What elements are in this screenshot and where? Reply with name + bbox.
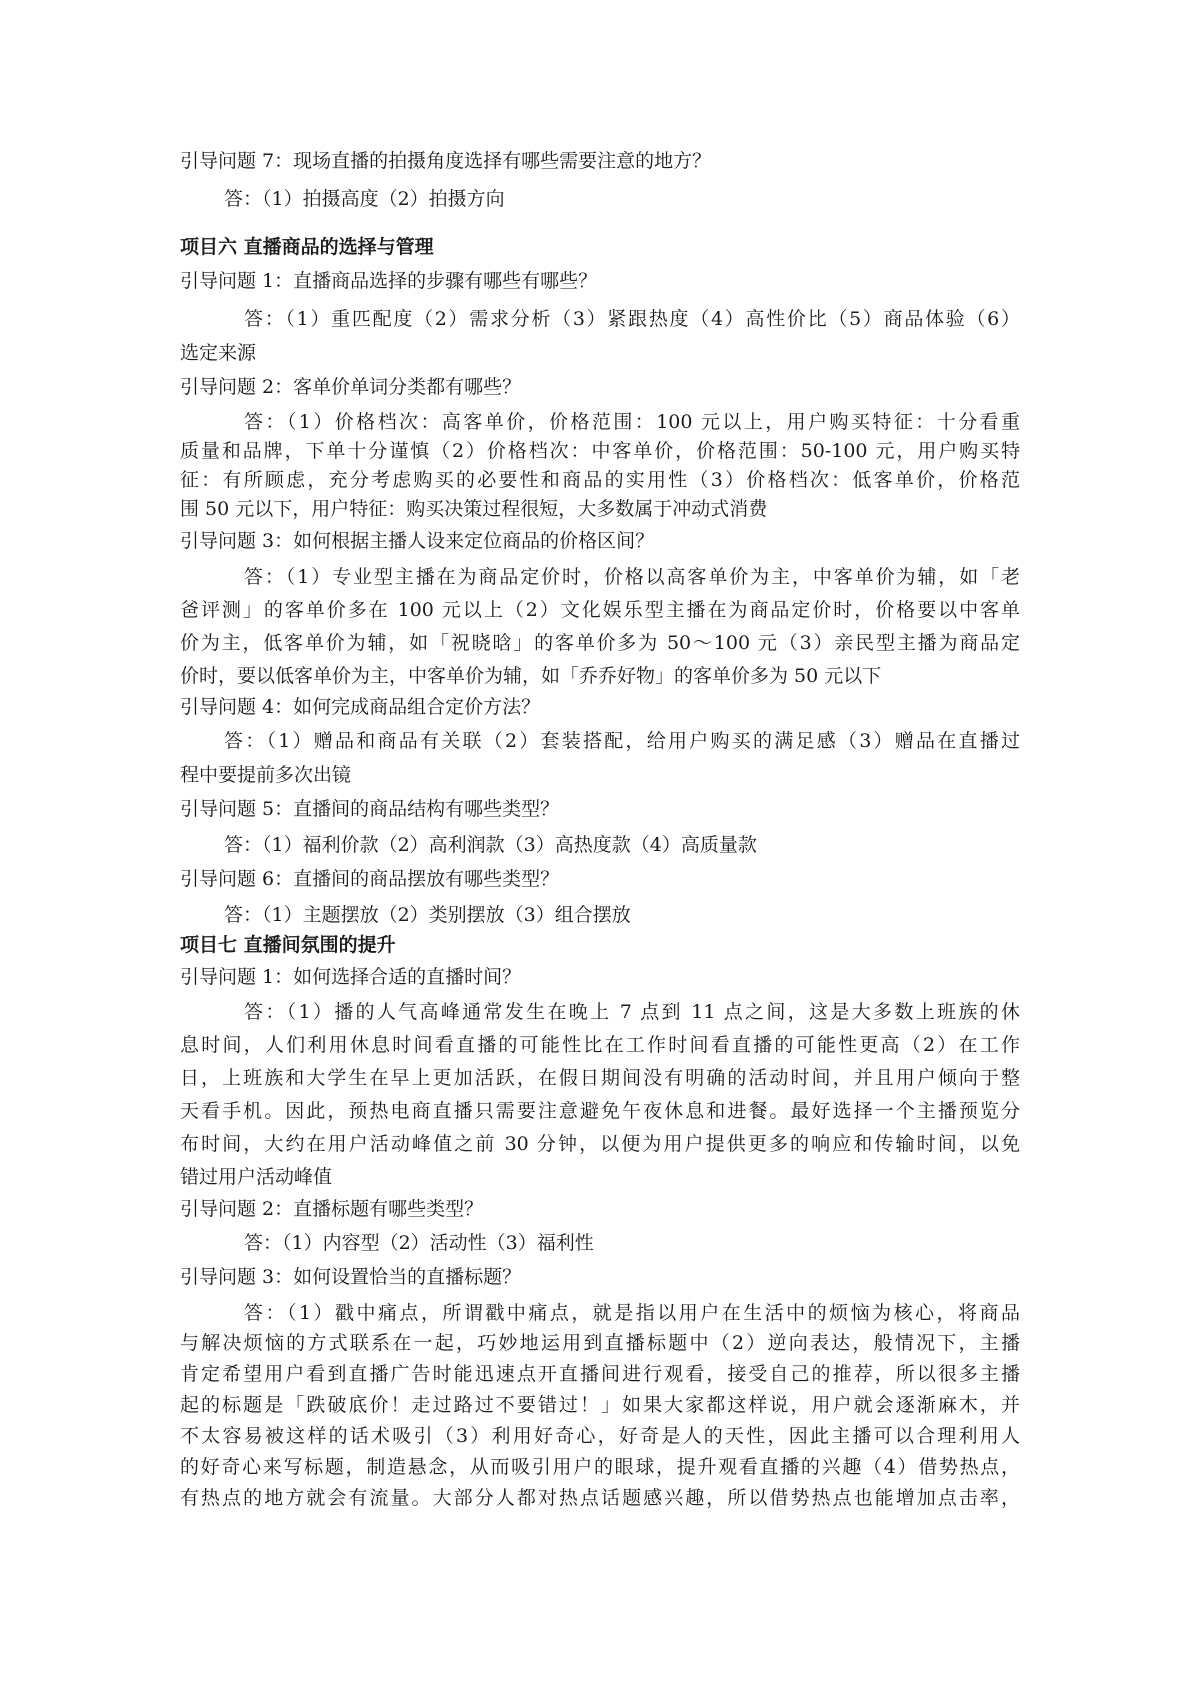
answer-7-1-line-4: 天看手机。因此，预热电商直播只需要注意避免午夜休息和进餐。最好选择一个主播预览分: [180, 1100, 1020, 1122]
question-7-2: 引导问题 2：直播标题有哪些类型？: [180, 1198, 484, 1220]
answer-7-3-line-5: 不太容易被这样的话术吸引（3）利用好奇心，好奇是人的天性，因此主播可以合理利用人: [180, 1425, 1020, 1447]
question-6-5: 引导问题 5：直播间的商品结构有哪些类型？: [180, 798, 560, 820]
question-7-3: 引导问题 3：如何设置恰当的直播标题？: [180, 1266, 522, 1288]
question-6-4: 引导问题 4：如何完成商品组合定价方法？: [180, 696, 541, 718]
answer-7-3-line-7: 有热点的地方就会有流量。大部分人都对热点话题感兴趣，所以借势热点也能增加点击率，: [180, 1487, 1020, 1509]
answer-7: 答：（1）拍摄高度（2）拍摄方向: [224, 188, 505, 210]
answer-7-1-line-1: 答：（1）播的人气高峰通常发生在晚上 7 点到 11 点之间，这是大多数上班族的休: [244, 1001, 1020, 1023]
document-page: [180, 0, 1020, 1684]
answer-6-2-line-3: 征：有所顾虑，充分考虑购买的必要性和商品的实用性（3）价格档次：低客单价，价格范: [180, 469, 1020, 491]
answer-6-4-line-2: 程中要提前多次出镜: [180, 764, 352, 786]
question-6-1: 引导问题 1：直播商品选择的步骤有哪些有哪些？: [180, 270, 598, 292]
answer-7-3-line-3: 肯定希望用户看到直播广告时能迅速点开直播间进行观看，接受自己的推荐，所以很多主播: [180, 1363, 1020, 1385]
answer-6-4-line-1: 答：（1）赠品和商品有关联（2）套装搭配，给用户购买的满足感（3）赠品在直播过: [224, 730, 1020, 752]
answer-7-1-line-5: 布时间，大约在用户活动峰值之前 30 分钟，以便为用户提供更多的响应和传输时间，以免: [180, 1133, 1020, 1155]
answer-6-2-line-2: 质量和品牌，下单十分谨慎（2）价格档次：中客单价，价格范围：50-100 元，用户购买特: [180, 440, 1020, 462]
answer-7-3-line-4: 起的标题是「跌破底价！走过路过不要错过！」如果大家都这样说，用户就会逐渐麻木，并: [180, 1394, 1020, 1416]
answer-6-2-line-1: 答：（1）价格档次：高客单价，价格范围：100 元以上，用户购买特征：十分看重: [244, 411, 1020, 433]
answer-7-1-line-6: 错过用户活动峰值: [180, 1166, 333, 1188]
section-heading-project-6: 项目六 直播商品的选择与管理: [180, 236, 434, 258]
answer-6-3-line-3: 价为主，低客单价为辅，如「祝晓晗」的客单价多为 50～100 元（3）亲民型主播为商品定: [180, 632, 1020, 654]
section-heading-project-7: 项目七 直播间氛围的提升: [180, 934, 396, 956]
question-6-6: 引导问题 6：直播间的商品摆放有哪些类型？: [180, 868, 560, 890]
answer-7-3-line-6: 的好奇心来写标题，制造悬念，从而吸引用户的眼球，提升观看直播的兴趣（4）借势热点，: [180, 1456, 1020, 1478]
answer-6-1-line-2: 选定来源: [180, 342, 257, 364]
answer-7-3-line-2: 与解决烦恼的方式联系在一起，巧妙地运用到直播标题中（2）逆向表达，般情况下，主播: [180, 1332, 1020, 1354]
answer-6-5: 答：（1）福利价款（2）高利润款（3）高热度款（4）高质量款: [224, 834, 757, 856]
question-6-2: 引导问题 2：客单价单词分类都有哪些？: [180, 376, 522, 398]
answer-7-1-line-3: 日，上班族和大学生在早上更加活跃，在假日期间没有明确的活动时间，并且用户倾向于整: [180, 1067, 1020, 1089]
answer-7-1-line-2: 息时间，人们利用休息时间看直播的可能性比在工作时间看直播的可能性更高（2）在工作: [180, 1034, 1020, 1056]
answer-6-6: 答：（1）主题摆放（2）类别摆放（3）组合摆放: [224, 904, 631, 926]
question-7-1: 引导问题 1：如何选择合适的直播时间？: [180, 966, 522, 988]
answer-6-1-line-1: 答：（1）重匹配度（2）需求分析（3）紧跟热度（4）高性价比（5）商品体验（6）: [244, 308, 1020, 330]
answer-7-2: 答：（1）内容型（2）活动性（3）福利性: [244, 1232, 594, 1254]
answer-7-3-line-1: 答：（1）戳中痛点，所谓戳中痛点，就是指以用户在生活中的烦恼为核心，将商品: [244, 1302, 1020, 1324]
answer-6-2-line-4: 围 50 元以下，用户特征：购买决策过程很短，大多数属于冲动式消费: [180, 498, 768, 520]
answer-6-3-line-4: 价时，要以低客单价为主，中客单价为辅，如「乔乔好物」的客单价多为 50 元以下: [180, 665, 882, 687]
answer-6-3-line-2: 爸评测」的客单价多在 100 元以上（2）文化娱乐型主播在为商品定价时，价格要以中客单: [180, 599, 1020, 621]
question-7: 引导问题 7：现场直播的拍摄角度选择有哪些需要注意的地方？: [180, 150, 712, 172]
question-6-3: 引导问题 3：如何根据主播人设来定位商品的价格区间？: [180, 530, 655, 552]
answer-6-3-line-1: 答：（1）专业型主播在为商品定价时，价格以高客单价为主，中客单价为辅，如「老: [244, 566, 1020, 588]
